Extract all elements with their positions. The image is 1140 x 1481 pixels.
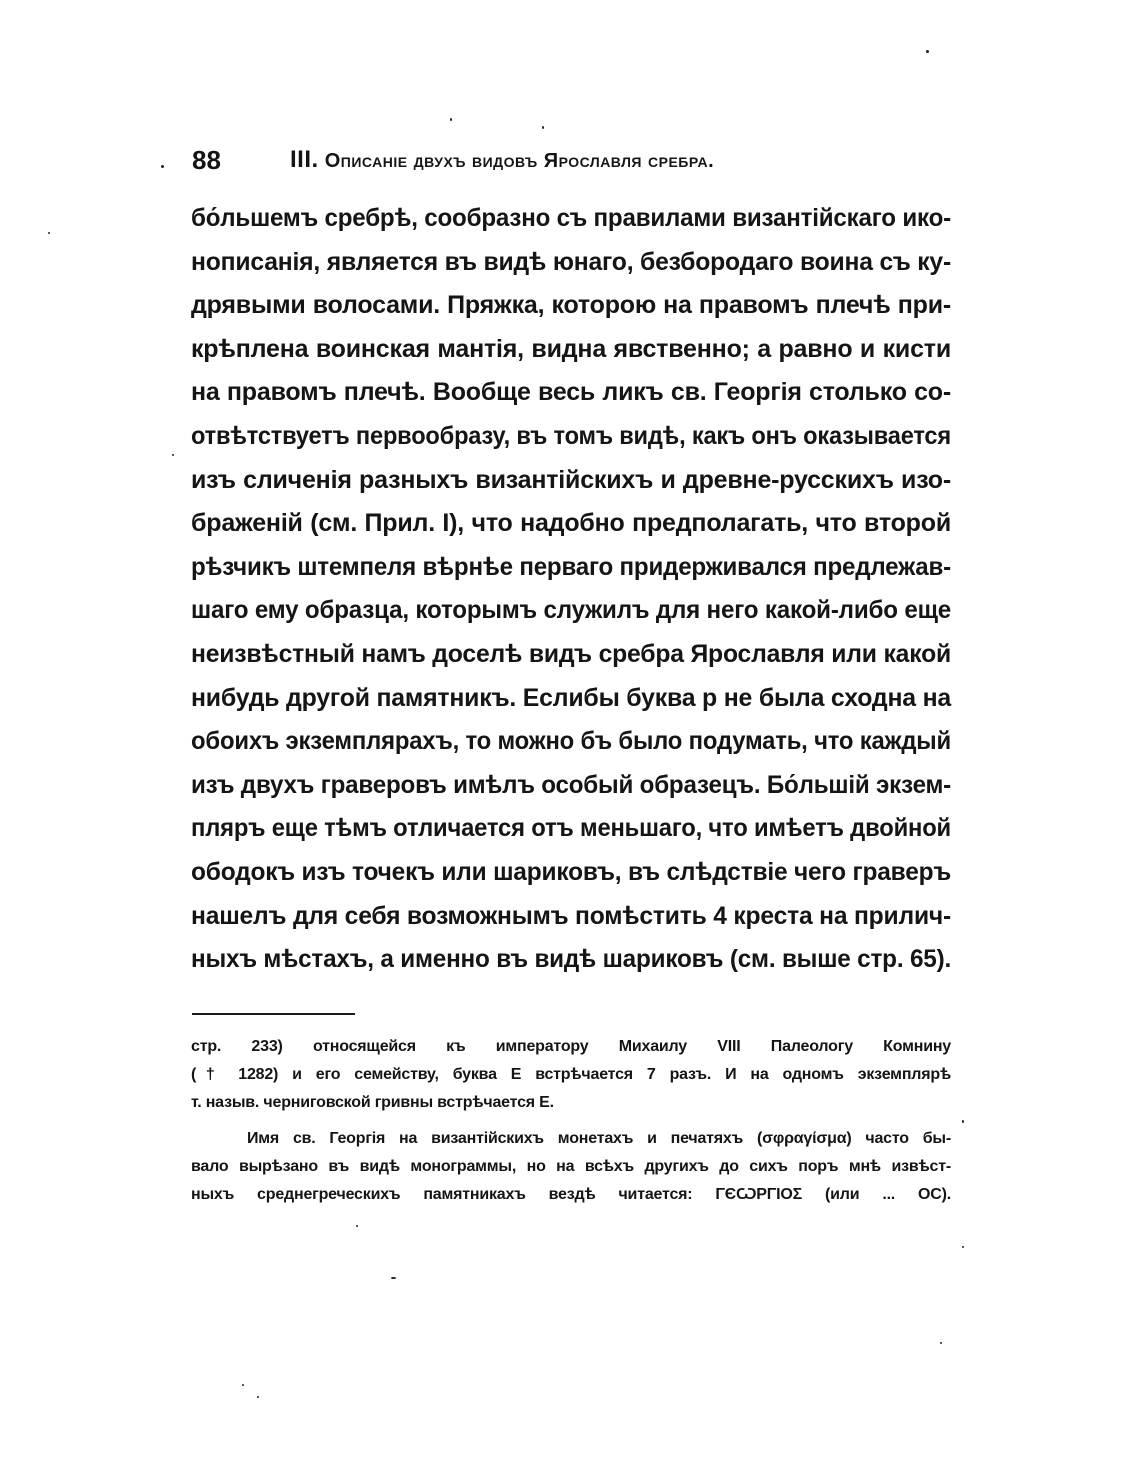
footnote-divider (192, 1013, 355, 1015)
text-line: бо́льшемъ сребрѣ, сообразно съ правилами византійскаго ико- (191, 204, 951, 232)
page-number: 88 (192, 145, 221, 175)
text-line: ободокъ изъ точекъ или шариковъ, въ слѣдствіе чего граверъ (191, 857, 952, 886)
scan-speck (542, 126, 544, 129)
footnote-line: Имя св. Георгія на византійскихъ монетахъ и печатяхъ (σφραγίσμα) часто бы- (247, 1130, 951, 1147)
text-line: крѣплена воинская мантія, видна явственно; а равно и кисти (191, 334, 951, 363)
text-line: ныхъ мѣстахъ, а именно въ видѣ шариковъ (см. выше стр. 65). (191, 945, 952, 974)
main-text (191, 197, 951, 982)
text-line: на правомъ плечѣ. Вообще весь ликъ св. Георгія столько со- (191, 378, 951, 407)
text-line: пляръ еще тѣмъ отличается отъ меньшаго, что имѣетъ двойной (191, 814, 952, 843)
scan-speck (962, 1120, 964, 1123)
scan-speck (172, 454, 174, 456)
scan-speck (940, 1342, 942, 1344)
page-header (192, 140, 952, 180)
footnote-line: вало вырѣзано въ видѣ монограммы, но на всѣхъ другихъ до сихъ поръ мнѣ извѣст- (191, 1158, 951, 1175)
scan-speck (161, 165, 164, 168)
footnote-line: († 1282) и его семейству, буква Е встрѣчается 7 разъ. И на одномъ экземплярѣ (191, 1066, 951, 1083)
text-line: обоихъ экземплярахъ, то можно бъ было подумать, что каждый (191, 727, 951, 756)
scan-speck (391, 1277, 396, 1279)
text-line: изъ сличенія разныхъ византійскихъ и древне-русскихъ изо- (191, 465, 951, 494)
scan-speck (926, 50, 929, 53)
text-line: изъ двухъ граверовъ имѣлъ особый образецъ. Бо́льшій экзем- (191, 770, 952, 799)
text-line: нашелъ для себя возможнымъ помѣстить 4 креста на прилич- (191, 901, 952, 930)
scan-speck (962, 1246, 964, 1248)
running-title (290, 140, 714, 181)
text-line: отвѣтствуетъ первообразу, въ томъ видѣ, какъ онъ оказывается (191, 421, 951, 450)
scan-speck (356, 1225, 358, 1227)
text-line: нописанія, является въ видѣ юнаго, безбородаго воина съ ку- (191, 247, 952, 276)
footnotes (191, 1033, 951, 1209)
scan-speck (48, 232, 50, 234)
scan-speck (450, 118, 452, 121)
text-line: браженій (см. Прил. I), что надобно предполагать, что второй (191, 509, 951, 538)
text-line: шаго ему образца, которымъ служилъ для него какой-либо еще (191, 596, 952, 625)
scan-speck (257, 1396, 259, 1398)
footnote-line: т. назыв. черниговской гривны встрѣчается Е. (191, 1094, 554, 1111)
text-line: рѣзчикъ штемпеля вѣрнѣе перваго придерживался предлежав- (191, 552, 951, 581)
chapter-title: Описаніе двухъ видовъ Ярославля сребра. (324, 150, 715, 172)
footnote-line: стр. 233) относящейся къ императору Михаилу VIII Палеологу Комнину (191, 1038, 951, 1055)
chapter-number: III. (290, 146, 319, 173)
text-line: неизвѣстный намъ доселѣ видъ сребра Ярославля или какой (191, 639, 951, 668)
scan-speck (242, 1384, 244, 1386)
footnote-line: ныхъ среднегреческихъ памятникахъ вездѣ читается: ΓЄѠΡΓΙΟΣ (или ... ΟС). (191, 1186, 951, 1203)
text-line: дрявыми волосами. Пряжка, которою на правомъ плечѣ при- (191, 291, 951, 320)
text-line: нибудь другой памятникъ. Еслибы буква р не была сходна на (191, 683, 952, 712)
